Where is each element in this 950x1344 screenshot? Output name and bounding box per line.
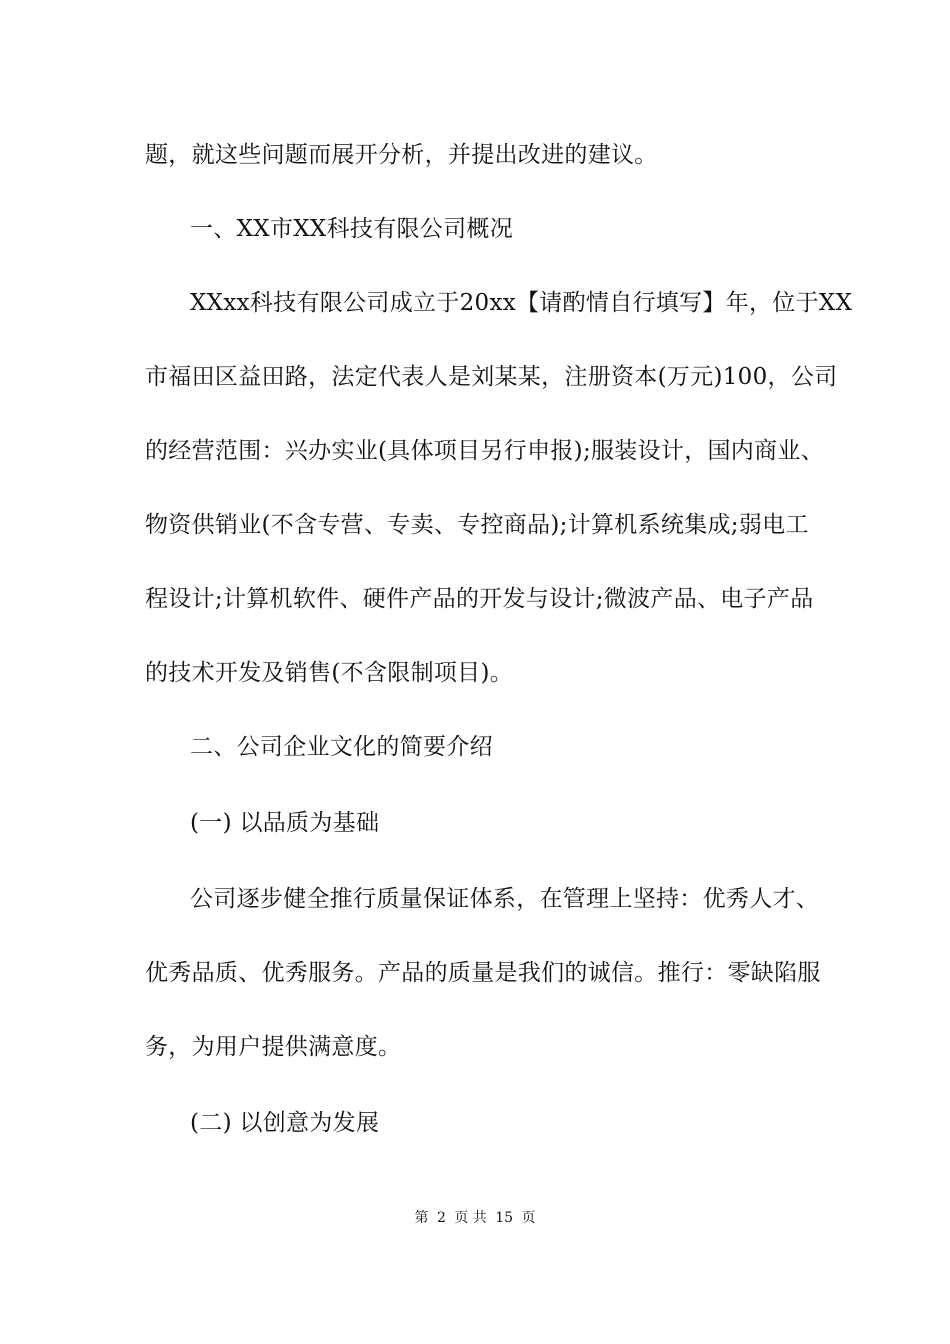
total-page-count: 15 [495, 1210, 514, 1226]
paragraph-line: 优秀品质、优秀服务。产品的质量是我们的诚信。推行：零缺陷服 [145, 960, 821, 986]
paragraph-line: 公司逐步健全推行质量保证体系，在管理上坚持：优秀人才、 [190, 886, 820, 912]
paragraph-line: 的技术开发及销售(不含限制项目)。 [145, 660, 514, 686]
section-heading: 二、公司企业文化的简要介绍 [190, 734, 493, 760]
subsection-heading: (二) 以创意为发展 [190, 1110, 380, 1136]
current-page-number: 2 [436, 1210, 446, 1226]
paragraph-line: 务，为用户提供满意度。 [145, 1034, 402, 1060]
paragraph-line: 题，就这些问题而展开分析，并提出改进的建议。 [145, 142, 658, 168]
footer-middle: 页 共 [454, 1210, 487, 1226]
paragraph-line: 物资供销业(不含专营、专卖、专控商品);计算机系统集成;弱电工 [145, 512, 809, 538]
paragraph-line: 的经营范围：兴办实业(具体项目另行申报);服装设计，国内商业、 [145, 438, 824, 464]
paragraph-line: XXxx科技有限公司成立于20xx【请酌情自行填写】年，位于XX [190, 290, 853, 316]
footer-suffix: 页 [521, 1210, 536, 1226]
subsection-heading: (一) 以品质为基础 [190, 810, 380, 836]
paragraph-line: 程设计;计算机软件、硬件产品的开发与设计;微波产品、电子产品 [145, 586, 814, 612]
footer-prefix: 第 [414, 1210, 429, 1226]
section-heading: 一、XX市XX科技有限公司概况 [190, 216, 513, 242]
paragraph-line: 市福田区益田路，法定代表人是刘某某，注册资本(万元)100，公司 [145, 364, 838, 390]
page-number-footer [0, 1208, 950, 1228]
